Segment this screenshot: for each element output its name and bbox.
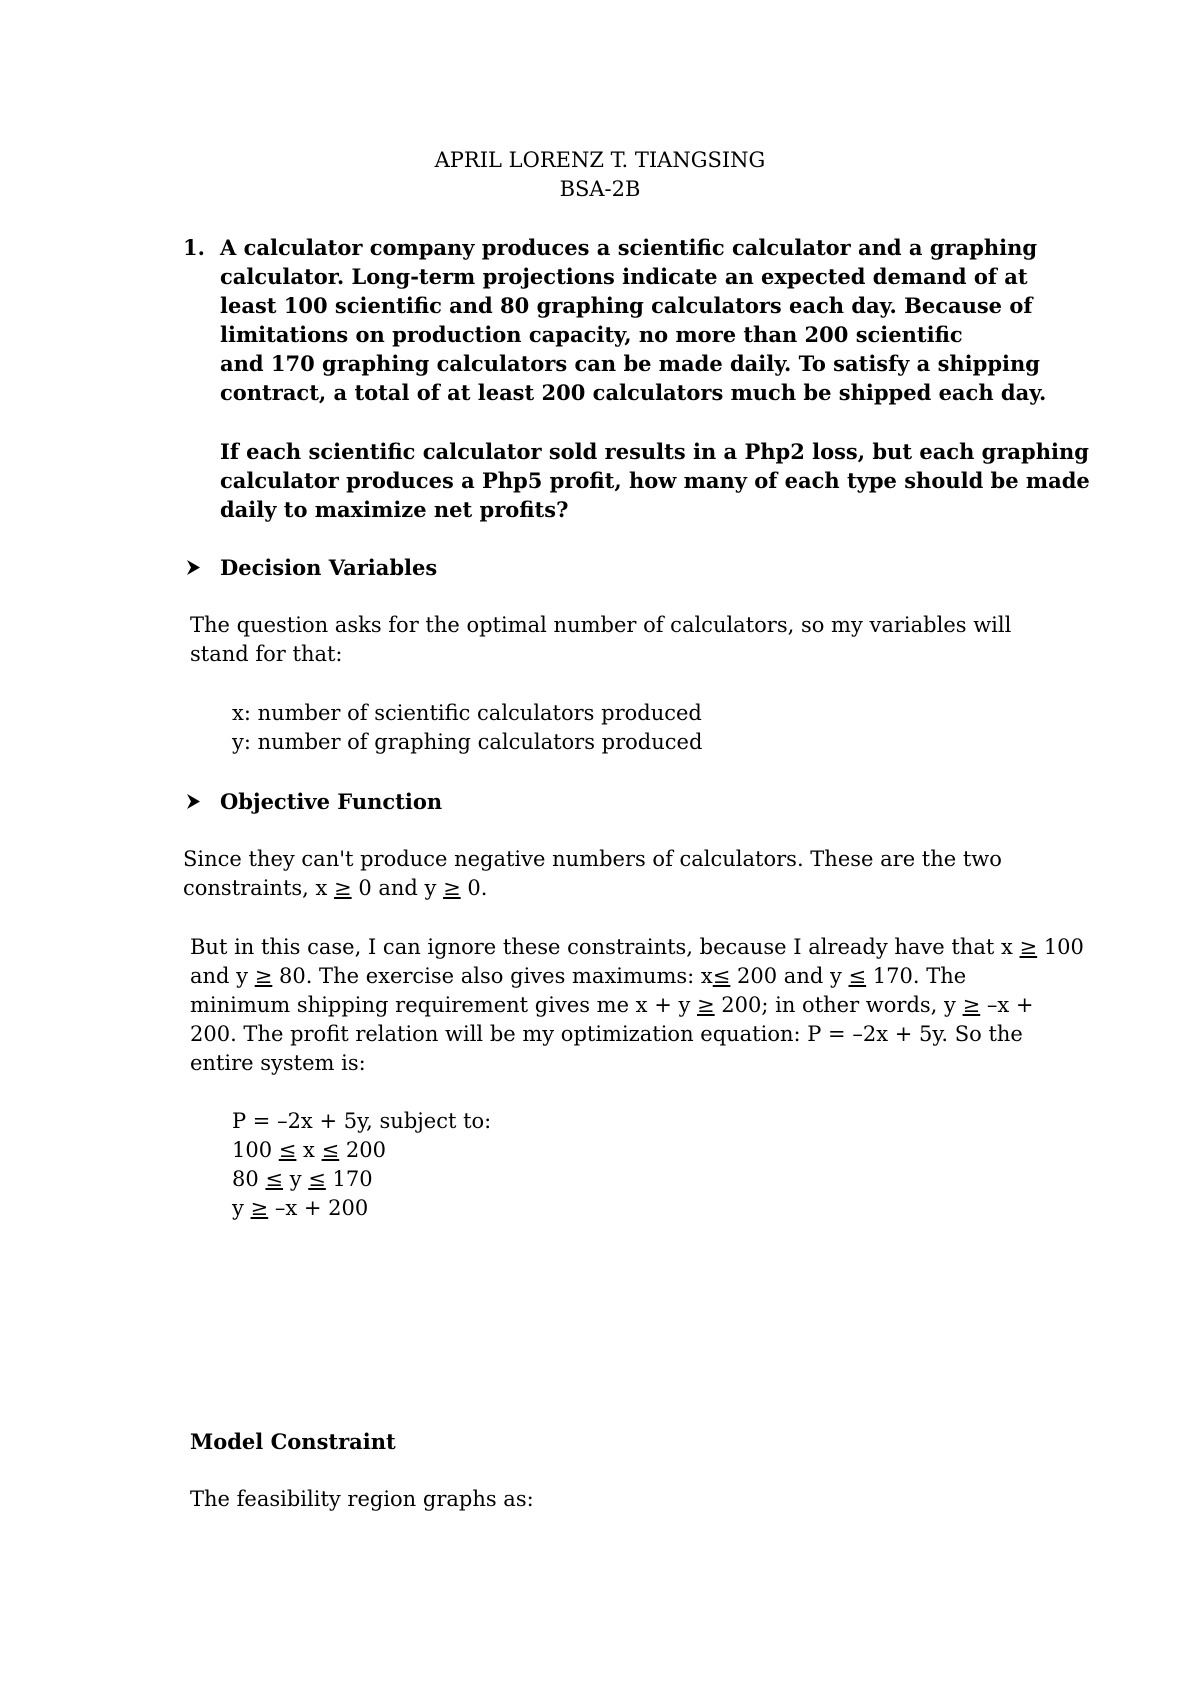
body-line: The feasibility region graphs as:	[190, 1487, 534, 1511]
text-run: x	[296, 1138, 322, 1162]
nonnegativity-paragraph	[183, 845, 1002, 903]
question-line: least 100 scientific and 80 graphing calculators each day. Because of	[220, 293, 1033, 318]
model-constraint-heading: Model Constraint	[190, 1429, 396, 1454]
text-run: minimum shipping requirement gives me x + y	[190, 993, 698, 1017]
le-symbol: ≤	[308, 1167, 326, 1191]
text-run: 80	[232, 1167, 266, 1191]
body-line: 200. The profit relation will be my optimization equation: P = –2x + 5y. So the	[190, 1022, 1023, 1046]
ge-symbol: ≥	[334, 876, 352, 900]
question-number: 1.	[183, 235, 205, 260]
le-symbol: ≤	[848, 964, 867, 988]
text-run: 0 and y	[351, 876, 444, 900]
question-line: A calculator company produces a scientific calculator and a graphing	[220, 235, 1038, 260]
le-symbol: ≤	[321, 1138, 340, 1162]
body-line	[190, 933, 1084, 962]
question-paragraph-1	[220, 233, 1060, 407]
text-run: 170	[325, 1167, 373, 1191]
objective-equation: P = –2x + 5y, subject to:	[232, 1109, 492, 1133]
text-run: 200 and y	[730, 964, 849, 988]
text-run: 100	[232, 1138, 279, 1162]
text-run: y	[283, 1167, 309, 1191]
body-line: Since they can't produce negative numbers of calculators. These are the two	[183, 847, 1002, 871]
author-section: BSA-2B	[559, 177, 641, 201]
feasibility-text	[190, 1485, 534, 1514]
question-line: calculator produces a Php5 profit, how many of each type should be made	[220, 468, 1090, 493]
text-run: 170. The	[866, 964, 967, 988]
body-line: stand for that:	[190, 642, 343, 666]
body-line	[190, 991, 1084, 1020]
text-run: But in this case, I can ignore these constraints, because I already have that x	[190, 935, 1020, 959]
question-line: calculator. Long-term projections indicate an expected demand of at	[220, 264, 1028, 289]
decision-variables-intro	[190, 611, 1011, 669]
le-symbol: ≤	[265, 1167, 284, 1191]
ge-symbol: ≥	[1019, 935, 1038, 959]
ge-symbol: ≥	[697, 993, 715, 1017]
system-explanation-paragraph	[190, 933, 1084, 1078]
question-line: daily to maximize net profits?	[220, 497, 569, 522]
variable-x-definition: x: number of scientific calculators produced	[232, 701, 702, 725]
author-name: APRIL LORENZ T. TIANGSING	[434, 148, 766, 172]
text-run: 100	[1037, 935, 1084, 959]
text-run: y	[232, 1196, 251, 1220]
ge-symbol: ≥	[250, 1196, 269, 1220]
x-constraint	[232, 1136, 491, 1165]
question-line: If each scientific calculator sold results in a Php2 loss, but each graphing	[220, 439, 1089, 464]
body-line	[183, 874, 1002, 903]
text-run: 0.	[460, 876, 488, 900]
question-line: contract, a total of at least 200 calculators much be shipped each day.	[220, 380, 1047, 405]
question-line: limitations on production capacity, no more than 200 scientific	[220, 322, 963, 347]
text-run: constraints, x	[183, 876, 335, 900]
text-run: 80. The exercise also gives maximums: x	[272, 964, 713, 988]
decision-variables-heading: Decision Variables	[220, 555, 438, 580]
equation-system	[232, 1107, 491, 1223]
variable-y-definition: y: number of graphing calculators produced	[232, 730, 703, 754]
text-run: 200	[339, 1138, 386, 1162]
body-line: entire system is:	[190, 1051, 366, 1075]
y-constraint	[232, 1165, 491, 1194]
text-run: –x +	[980, 993, 1034, 1017]
arrow-bullet-icon	[183, 787, 205, 816]
ge-symbol: ≥	[962, 993, 981, 1017]
variable-definitions	[232, 699, 702, 757]
text-run: and y	[190, 964, 255, 988]
ge-symbol: ≥	[443, 876, 461, 900]
le-symbol: ≤	[712, 964, 731, 988]
text-run: 200; in other words, y	[714, 993, 963, 1017]
text-run: –x + 200	[268, 1196, 369, 1220]
ge-symbol: ≥	[254, 964, 273, 988]
question-line: and 170 graphing calculators can be made daily. To satisfy a shipping	[220, 351, 1040, 376]
arrow-bullet-icon	[183, 553, 205, 582]
shipping-constraint	[232, 1194, 491, 1223]
question-paragraph-2	[220, 437, 1090, 524]
le-symbol: ≤	[278, 1138, 297, 1162]
body-line: The question asks for the optimal number of calculators, so my variables will	[190, 613, 1012, 637]
body-line	[190, 962, 1084, 991]
objective-function-heading: Objective Function	[220, 789, 443, 814]
